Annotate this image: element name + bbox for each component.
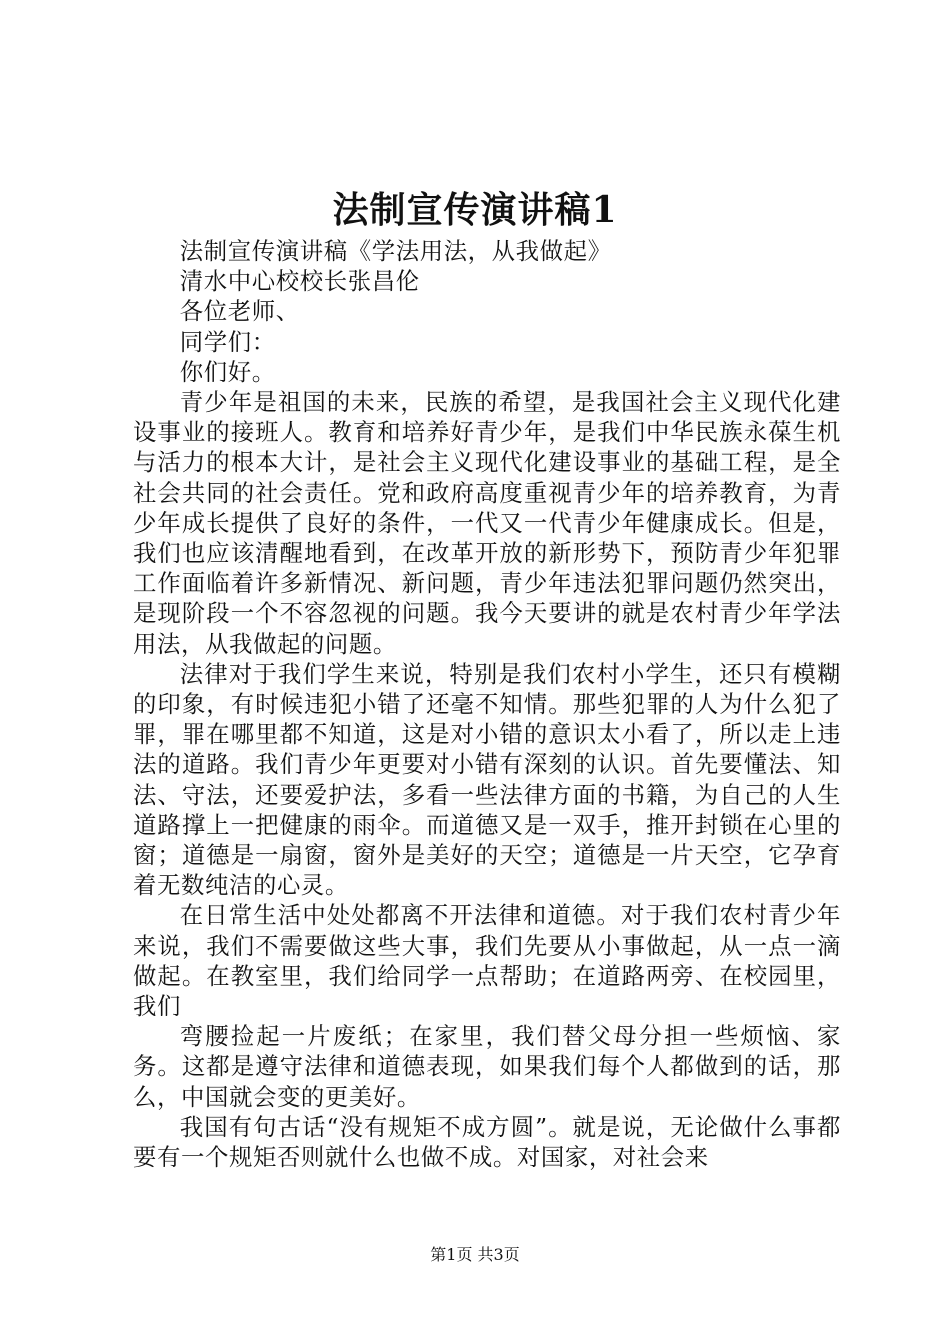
paragraph-2: 法律对于我们学生来说，特别是我们农村小学生，还只有模糊的印象，有时候违犯小错了还毫不知情。那些犯罪的人为什么犯了罪，罪在哪里都不知道，这是对小错的意识太小看了，所以走上违法的道路。我们青少年更要对小错有深刻的认识。首先要懂法、知法、守法，还要爱护法，多看一些法律方面的书籍，为自己的人生道路撑上一把健康的雨伞。而道德又是一双手，推开封锁在心里的窗；道德是一扇窗，窗外是美好的天空；道德是一片天空，它孕育着无数纯洁的心灵。 [133, 659, 841, 900]
paragraph-3: 在日常生活中处处都离不开法律和道德。对于我们农村青少年来说，我们不需要做这些大事，我们先要从小事做起，从一点一滴做起。在教室里，我们给同学一点帮助；在道路两旁、在校园里，我们 [133, 901, 841, 1021]
speaker-line: 清水中心校校长张昌伦 [179, 267, 420, 296]
greeting-students: 同学们： [179, 327, 276, 356]
greeting-hello: 你们好。 [179, 357, 276, 386]
page-number-footer: 第1页 共3页 [430, 1245, 520, 1264]
paragraph-1: 青少年是祖国的未来，民族的希望，是我国社会主义现代化建设事业的接班人。教育和培养好青少年，是我们中华民族永葆生机与活力的根本大计，是社会主义现代化建设事业的基础工程，是全社会共同的社会责任。党和政府高度重视青少年的培养教育，为青少年成长提供了良好的条件，一代又一代青少年健康成长。但是，我们也应该清醒地看到，在改革开放的新形势下，预防青少年犯罪工作面临着许多新情况、新问题，青少年违法犯罪问题仍然突出，是现阶段一个不容忽视的问题。我今天要讲的就是农村青少年学法用法，从我做起的问题。 [133, 388, 841, 658]
greeting-teachers: 各位老师、 [179, 297, 300, 326]
document-title: 法制宣传演讲稿1 [332, 189, 618, 231]
paragraph-5: 我国有句古话“没有规矩不成方圆”。就是说，无论做什么事都要有一个规矩否则就什么也做不成。对国家，对社会来 [133, 1112, 841, 1172]
document-body [133, 236, 841, 1172]
speech-heading: 法制宣传演讲稿《学法用法，从我做起》 [179, 237, 612, 265]
paragraph-4: 弯腰捡起一片废纸；在家里，我们替父母分担一些烦恼、家务。这都是遵守法律和道德表现，如果我们每个人都做到的话，那么，中国就会变的更美好。 [133, 1022, 841, 1111]
